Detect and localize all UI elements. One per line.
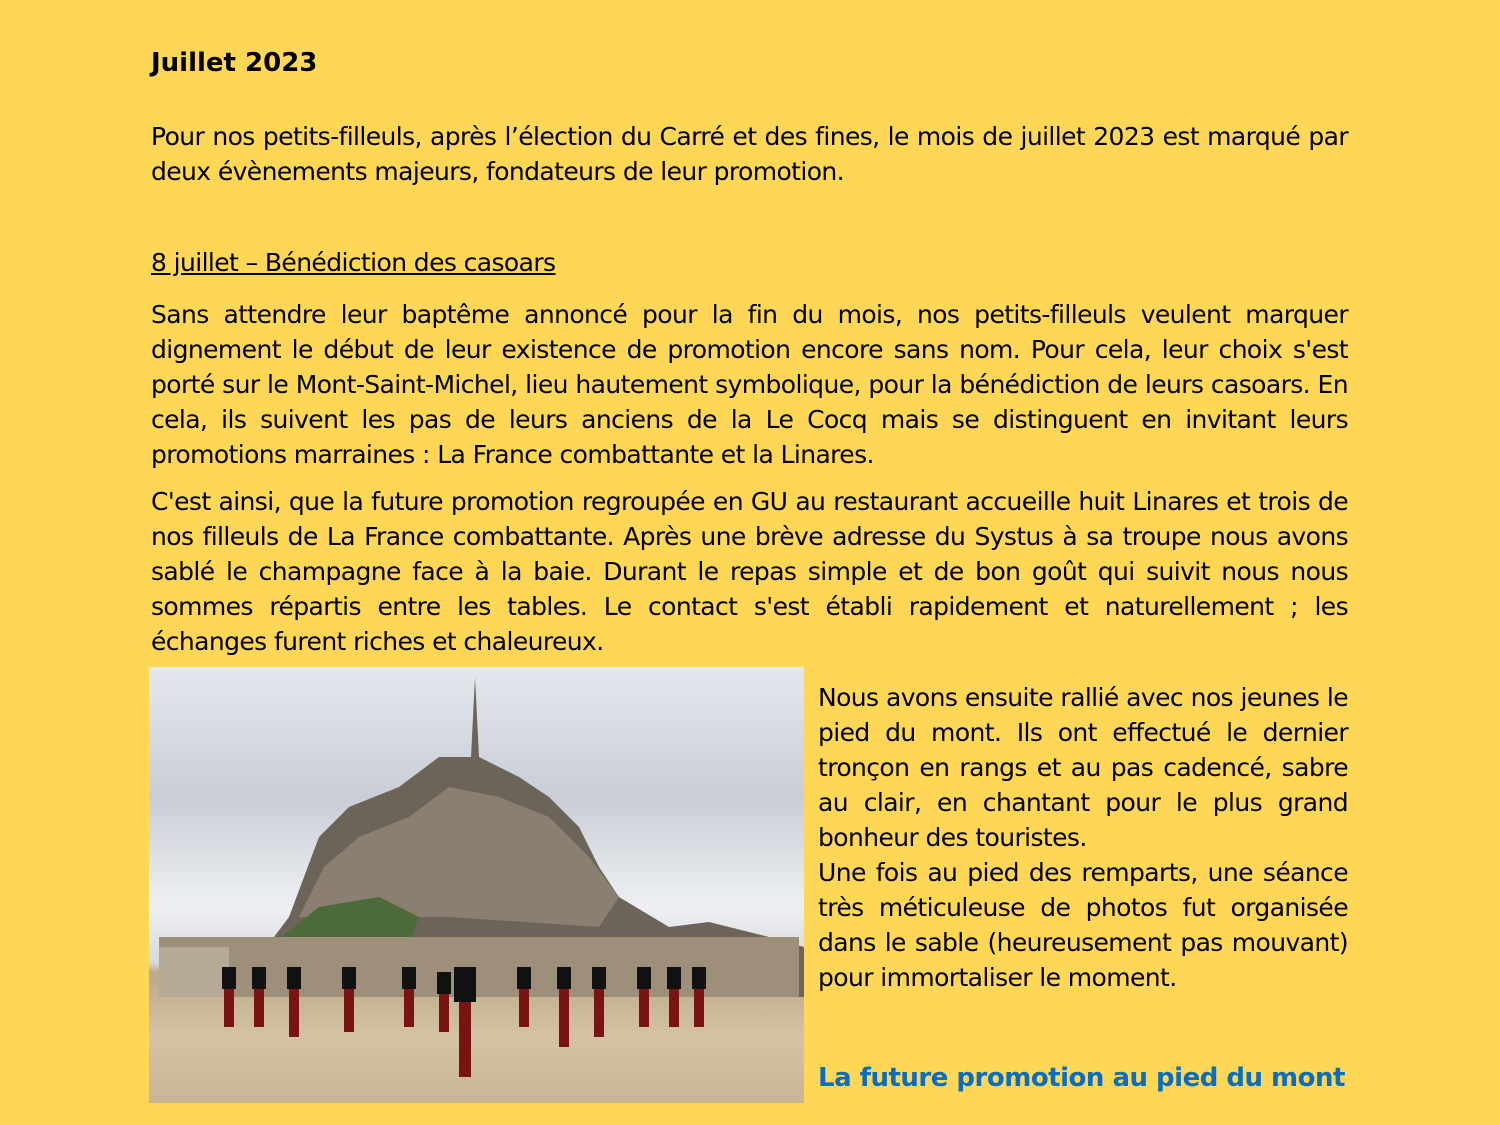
paragraph: Nous avons ensuite rallié avec nos jeunes le pied du mont. Ils ont effectué le dernier tronçon en rangs et au pas cadencé, sabre au clair, en chantant pour le plus grand bonheur des touristes. (818, 683, 1348, 852)
section-heading: 8 juillet – Bénédiction des casoars (151, 248, 556, 277)
photo-caption: La future promotion au pied du mont (818, 1063, 1345, 1093)
right-column (818, 680, 1348, 995)
paragraph: Sans attendre leur baptême annoncé pour la fin du mois, nos petits-filleuls veulent marquer dignement le début de leur existence de promotion encore sans nom. Pour cela, leur choix s'est porté sur le Mont-Saint-Michel, lieu hautement symbolique, pour la bénédiction de leurs casoars. En cela, ils suivent les pas de leurs anciens de la Le Cocq mais se distinguent en invitant leurs promotions marraines : La France combattante et la Linares. (151, 300, 1348, 469)
mont-saint-michel-photo (149, 667, 804, 1103)
intro-paragraph: Pour nos petits-filleuls, après l’élection du Carré et des fines, le mois de juillet 2023 est marqué par deux évènements majeurs, fondateurs de leur promotion. (151, 122, 1348, 186)
paragraph: C'est ainsi, que la future promotion regroupée en GU au restaurant accueille huit Linares et trois de nos filleuls de La France combattante. Après une brève adresse du Systus à sa troupe nous avons sablé le champagne face à la baie. Durant le repas simple et de bon goût qui suivit nous nous sommes répartis entre les tables. Le contact s'est établi rapidement et naturellement ; les échanges furent riches et chaleureux. (151, 487, 1348, 656)
paragraph: Une fois au pied des remparts, une séance très méticuleuse de photos fut organisée dans le sable (heureusement pas mouvant) pour immortaliser le moment. (818, 858, 1348, 992)
page-title: Juillet 2023 (151, 48, 318, 78)
